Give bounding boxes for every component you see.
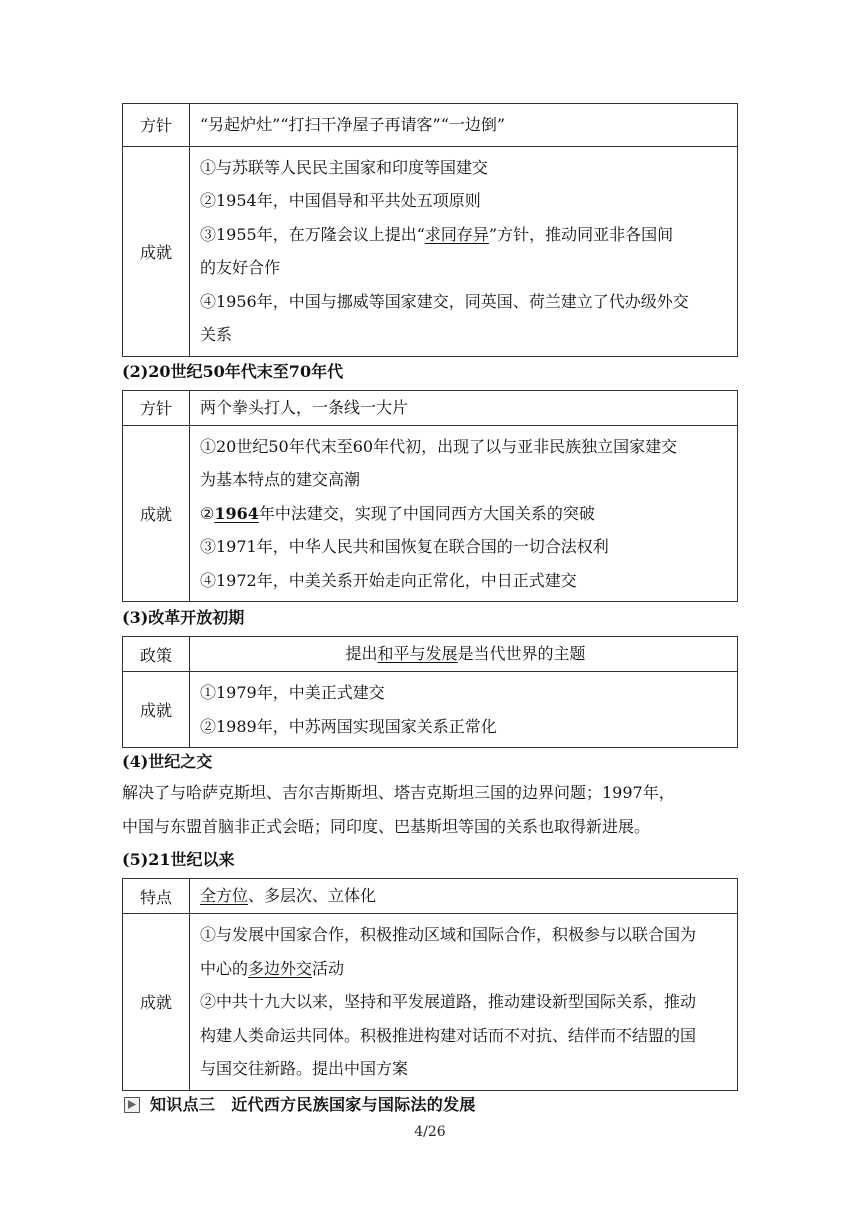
table-row bbox=[123, 637, 738, 672]
text-line: ①与发展中国家合作，积极推动区域和国际合作，积极参与以联合国为 bbox=[200, 925, 697, 944]
row-label: 成就 bbox=[123, 146, 190, 356]
text-line: “另起炉灶”“打扫干净屋子再请客”“一边倒” bbox=[200, 115, 506, 134]
table-row bbox=[123, 390, 738, 425]
text-line bbox=[200, 641, 731, 667]
row-content bbox=[190, 637, 738, 672]
knowledge-point-title: 近代西方民族国家与国际法的发展 bbox=[231, 1094, 476, 1114]
row-label: 成就 bbox=[123, 672, 190, 748]
table-row bbox=[123, 104, 738, 147]
text-line: 两个拳头打人，一条线一大片 bbox=[200, 397, 409, 417]
underlined-term: 和平与发展 bbox=[377, 644, 458, 663]
row-label: 成就 bbox=[123, 914, 190, 1091]
text-line: 关系 bbox=[200, 325, 233, 344]
text-segment: 提出 bbox=[345, 644, 378, 663]
row-label: 方针 bbox=[123, 104, 190, 147]
row-label: 政策 bbox=[123, 637, 190, 672]
row-content bbox=[190, 672, 738, 748]
text-line: 解决了与哈萨克斯坦、吉尔吉斯斯坦、塔吉克斯坦三国的边界问题；1997年， bbox=[122, 783, 675, 802]
text-line: 的友好合作 bbox=[200, 258, 281, 277]
row-content bbox=[190, 146, 738, 356]
content bbox=[122, 100, 738, 1117]
row-label: 方针 bbox=[123, 390, 190, 425]
text-line: 中国与东盟首脑非正式会晤；同印度、巴基斯坦等国的关系也取得新进展。 bbox=[122, 817, 651, 836]
section-heading: (4)世纪之交 bbox=[122, 752, 213, 771]
text-line bbox=[200, 952, 731, 986]
table-row bbox=[123, 914, 738, 1091]
underlined-term: 多边外交 bbox=[248, 958, 313, 978]
text-line bbox=[200, 218, 731, 252]
text-line: ①20世纪50年代末至60年代初，出现了以与亚非民族独立国家建交 bbox=[200, 436, 678, 456]
table-late50s-70s bbox=[122, 390, 738, 603]
text-line: ③1971年，中华人民共和国恢复在联合国的一切合法权利 bbox=[200, 537, 609, 556]
text-line: 与国交往新路。提出中国方案 bbox=[200, 1059, 409, 1078]
row-content bbox=[190, 914, 738, 1091]
knowledge-point-number: 知识点三 bbox=[150, 1094, 216, 1114]
text-line: ②1954年，中国倡导和平共处五项原则 bbox=[200, 191, 481, 210]
table-reform-opening bbox=[122, 636, 738, 748]
table-row bbox=[123, 879, 738, 914]
text-line: 为基本特点的建交高潮 bbox=[200, 470, 361, 489]
row-content bbox=[190, 425, 738, 602]
page-number: 4/26 bbox=[414, 1124, 446, 1140]
text-segment: ③1955年，在万隆会议上提出“ bbox=[200, 224, 425, 244]
play-triangle-icon bbox=[124, 1097, 140, 1113]
underlined-term: 全方位 bbox=[200, 886, 249, 905]
row-content bbox=[190, 104, 738, 147]
row-content bbox=[190, 879, 738, 914]
text-line: ④1956年，中国与挪威等国家建交，同英国、荷兰建立了代办级外交 bbox=[200, 291, 689, 311]
section-heading: (3)改革开放初期 bbox=[122, 608, 245, 627]
text-segment: ② bbox=[200, 503, 215, 523]
table-row bbox=[123, 146, 738, 356]
text-line: ②中共十九大以来，坚持和平发展道路，推动建设新型国际关系，推动 bbox=[200, 992, 697, 1011]
table-1950s bbox=[122, 103, 738, 357]
text-line bbox=[200, 883, 731, 909]
text-line: 构建人类命运共同体。积极推进构建对话而不对抗、结伴而不结盟的国 bbox=[200, 1025, 697, 1045]
text-segment: 中心的 bbox=[200, 958, 249, 978]
table-21st-century bbox=[122, 878, 738, 1091]
text-segment: 、多层次、立体化 bbox=[248, 886, 377, 905]
text-segment: 是当代世界的主题 bbox=[457, 644, 586, 663]
knowledge-point-heading bbox=[122, 1093, 738, 1117]
section-heading: (5)21世纪以来 bbox=[122, 850, 235, 869]
text-line: ①与苏联等人民民主国家和印度等国建交 bbox=[200, 157, 489, 177]
table-row bbox=[123, 672, 738, 748]
underlined-term: 1964 bbox=[214, 503, 259, 523]
text-line: ②1989年，中苏两国实现国家关系正常化 bbox=[200, 716, 497, 736]
text-segment: 活动 bbox=[312, 958, 345, 978]
text-segment: ”方针，推动同亚非各国间 bbox=[488, 224, 674, 244]
text-segment: 年中法建交，实现了中国同西方大国关系的突破 bbox=[258, 503, 595, 523]
table-row bbox=[123, 425, 738, 602]
text-line: ①1979年，中美正式建交 bbox=[200, 683, 385, 702]
section-heading: (2)20世纪50年代末至70年代 bbox=[122, 361, 344, 381]
row-label: 特点 bbox=[123, 879, 190, 914]
row-content bbox=[190, 390, 738, 425]
row-label: 成就 bbox=[123, 425, 190, 602]
text-line: ④1972年，中美关系开始走向正常化，中日正式建交 bbox=[200, 570, 577, 590]
paragraph bbox=[122, 776, 738, 844]
text-line bbox=[200, 497, 731, 531]
underlined-term: 求同存异 bbox=[424, 224, 489, 244]
